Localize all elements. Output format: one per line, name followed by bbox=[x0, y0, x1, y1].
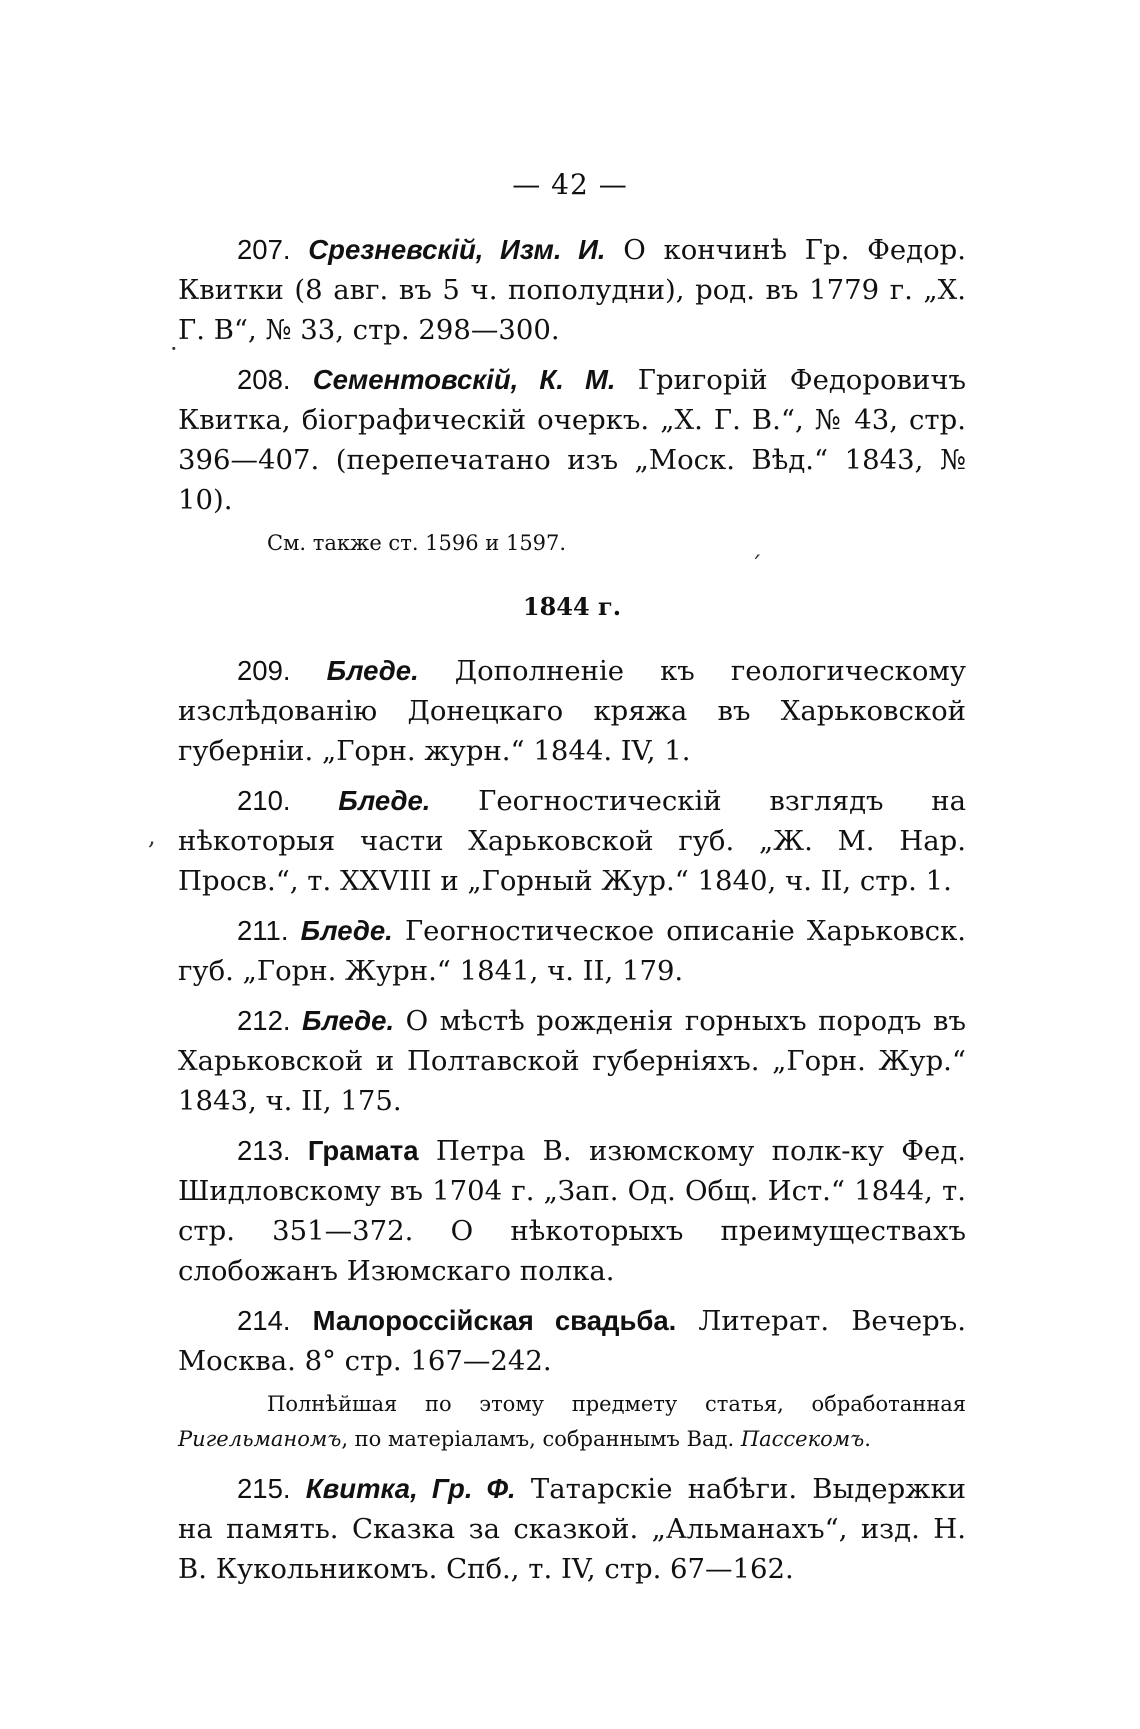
entry-text: Григорій Федоровичъ Квитка, біографическій очеркъ. „Х. Г. В.“, № 43, стр. 396—407. (перепечатано изъ „Моск. Вѣд.“ 1843, № 10). bbox=[178, 364, 967, 516]
entry-text: Петра В. изюмскому полк-ку Фед. Шидловскому въ 1704 г. „Зап. Од. Общ. Ист.“ 1844, т. стр. 351—372. О нѣкоторыхъ преимуществахъ слобожанъ Изюмскаго полка. bbox=[178, 1135, 966, 1287]
entry-number: 211. bbox=[237, 915, 289, 946]
entry-number: 213. bbox=[237, 1135, 291, 1166]
entry-text: Геогностическое описаніе Харьковск. губ. „Горн. Журн.“ 1841, ч. II, 179. bbox=[178, 915, 966, 987]
speck-mark: · bbox=[170, 335, 178, 363]
entry-text: Татарскіе набѣги. Выдержки на память. Сказка за сказкой. „Альманахъ“, изд. Н. В. Кукольникомъ. Спб., т. IV, стр. 67—162. bbox=[178, 1473, 966, 1585]
entry-author: Сементовскій, К. М. bbox=[312, 364, 616, 395]
entry-209 bbox=[178, 651, 966, 771]
page-number: — 42 — bbox=[512, 168, 628, 201]
entry-text: Дополненіе къ геологическому изслѣдованію Донецкаго кряжа въ Харьковской губерніи. „Горн. журн.“ 1844. IV, 1. bbox=[178, 655, 966, 767]
entry-213 bbox=[178, 1131, 966, 1291]
entry-text: Литерат. Вечеръ. Москва. 8° стр. 167—242. bbox=[178, 1305, 966, 1377]
entry-number: 208. bbox=[237, 364, 291, 395]
note-name: Ригельманомъ bbox=[178, 1427, 342, 1451]
margin-mark: , bbox=[148, 822, 156, 850]
note-text: , по матеріаламъ, собраннымъ Вад. bbox=[341, 1427, 741, 1451]
note-text: . bbox=[864, 1427, 871, 1451]
entry-210 bbox=[178, 781, 966, 901]
note-name: Пассекомъ bbox=[740, 1427, 865, 1451]
entry-number: 214. bbox=[237, 1305, 291, 1336]
entry-number: 207. bbox=[237, 234, 291, 265]
speck-mark: ˊ bbox=[750, 552, 762, 580]
note-214 bbox=[178, 1387, 966, 1457]
entry-212 bbox=[178, 1001, 966, 1121]
text-column bbox=[178, 230, 966, 1599]
entry-author: Бледе. bbox=[338, 785, 431, 816]
entry-text: Геогностическій взглядъ на нѣкоторыя части Харьковской губ. „Ж. М. Нар. Просв.“, т. XXVIII и „Горный Жур.“ 1840, ч. II, стр. 1. bbox=[178, 785, 966, 897]
entry-text: О кончинѣ Гр. Федор. Квитки (8 авг. въ 5 ч. пополудни), род. въ 1779 г. „Х. Г. В“, № 33, стр. 298—300. bbox=[178, 234, 966, 346]
entry-214 bbox=[178, 1301, 966, 1381]
entry-author: Бледе. bbox=[300, 915, 393, 946]
entry-author: Бледе. bbox=[326, 655, 419, 686]
entry-author: Бледе. bbox=[302, 1005, 395, 1036]
entry-author: Квитка, Гр. Ф. bbox=[305, 1473, 516, 1504]
entry-title: Малороссійская свадьба. bbox=[312, 1305, 677, 1336]
entry-211 bbox=[178, 911, 966, 991]
year-heading: 1844 г. bbox=[522, 592, 622, 621]
entry-number: 215. bbox=[237, 1473, 291, 1504]
entry-author: Срезневскій, Изм. И. bbox=[308, 234, 606, 265]
entry-215 bbox=[178, 1469, 966, 1589]
note-text: Полнѣйшая по этому предмету статья, обработанная bbox=[267, 1392, 966, 1416]
entry-207 bbox=[178, 230, 966, 350]
entry-number: 210. bbox=[237, 785, 291, 816]
entry-number: 212. bbox=[237, 1005, 291, 1036]
entry-number: 209. bbox=[237, 655, 291, 686]
entry-text: О мѣстѣ рожденія горныхъ породъ въ Харьковской и Полтавской губерніяхъ. „Горн. Жур.“ 1843, ч. II, 175. bbox=[178, 1005, 966, 1117]
note-208: См. также ст. 1596 и 1597. bbox=[267, 531, 567, 555]
entry-208 bbox=[178, 360, 966, 520]
entry-title: Грамата bbox=[307, 1135, 419, 1166]
